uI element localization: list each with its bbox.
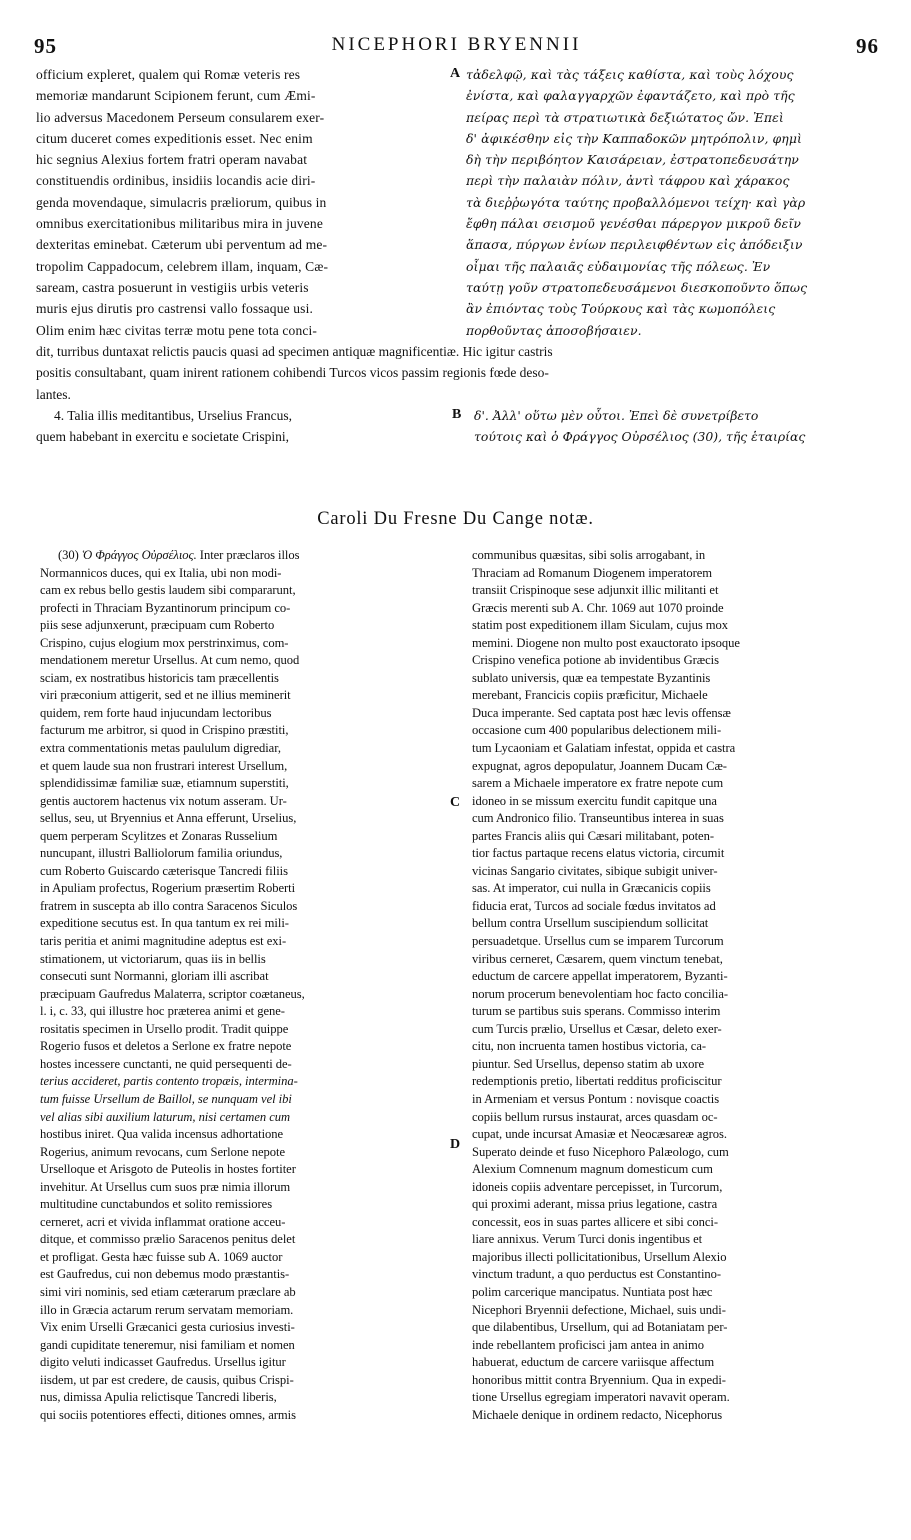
text-line: fiducia erat, Turcos ad sociale fœdus invitatos ad [472,898,716,913]
text-line: bellum contra Ursellum suscipiendum sollicitat [472,916,709,931]
text-line: τούτοις καὶ ὁ Φράγγος Οὐρσέλιος (30), τῆς ἑταιρίας [474,429,806,444]
text-line: δ'. Ἀλλ' οὕτω μὲν οὗτοι. Ἐπεὶ δὲ συνετρίβετο [474,408,759,423]
text-line: Crispino, cujus elogium mox perstrinximus, com- [40,635,289,650]
text-line: liare annixus. Verum Turci donis ingentibus et [472,1232,703,1247]
text-line: tum fuisse Ursellum de Baillol, se nunquam vel ibi [40,1091,292,1106]
text-line: Normannicos duces, qui ex Italia, ubi non modi- [40,565,282,580]
text-line: quem habebant in exercitu e societate Crispini, [36,429,290,444]
notes-left-column [40,547,446,1424]
text-line: gandi cupiditate teneremur, nisi familiam et nomen [40,1337,295,1352]
text-line: stimationem, ut victoriarum, quas iis in bellis [40,951,266,966]
text-line: hostes incessere cunctanti, ne quid persequenti de- [40,1056,292,1071]
text-line: honoribus mittit contra Bryennium. Qua in expedi- [472,1372,726,1387]
page-number-right: 96 [856,34,879,58]
text-line: πορθοῦντας ἀποσοβήσαιεν. [466,322,642,338]
latin-full-width-text [36,341,880,405]
section-4-greek [474,405,879,447]
text-line: ἐνίστα, καὶ φαλαγγαρχῶν ἐφαντάζετο, καὶ πρὸ τῆς [466,88,795,104]
text-line: saream, castra posuerunt in vestigiis urbis veteris [36,279,309,295]
text-line: gentis auctorem hactenus vix notum asseram. Ur- [40,793,287,808]
text-line: concessit, eos in suas partes allicere et sibi conci- [472,1214,718,1229]
text-line: redemptionis pretio, libertati redditus proficiscitur [472,1074,722,1089]
text-line: idoneis copiis adventare percepisset, in Turcorum, [472,1179,723,1194]
text-line: Urselloque et Arisgoto de Puteolis in hostes fortiter [40,1162,296,1177]
text-line: sciam, ex nostratibus historicis tam præcellentis [40,670,279,685]
notes-heading: Caroli Du Fresne Du Cange notæ. [317,509,594,529]
text-line: majoribus illecti pollicitationibus, Ursellum Alexio [472,1249,727,1264]
text-line: merebant, Francicis copiis præficitur, Michaele [472,688,708,703]
text-line: que dilabentibus, Ursellum, qui ad Botaniatam per- [472,1320,728,1335]
text-line: vel alias sibi auxilium laturum, nisi certamen cum [40,1109,291,1124]
text-line: mendationem meretur Ursellus. At cum nemo, quod [40,653,300,668]
text-line: expugnat, agros depopulatur, Joannem Ducam Cæ- [472,758,727,773]
text-line: Græcis merenti sub A. Chr. 1069 aut 1070 proinde [472,600,724,615]
text-line: tior factus partaque recens elatus victoria, circumit [472,846,725,861]
text-line: inde rebellantem proficisci jam antea in animo [472,1337,704,1352]
text-line: Duca imperante. Sed captata post hæc levis offensæ [472,705,731,720]
column-marker-a: A [450,66,461,81]
text-line: consecuti sunt Normanni, gloriam illi ascribat [40,969,269,984]
text-line: simi viri nominis, sed etiam cæterarum præclare ab [40,1284,296,1299]
text-line: omnibus exercitationibus militaribus mira in juvene [36,216,323,232]
text-line: transiit Crispinoque sese adjunxit illic militanti et [472,583,719,598]
text-line: illo in Græcia actarum rerum servatam memoriam. [40,1302,294,1317]
text-line: in Armeniam et versus Pontum : novisque coactis [472,1091,720,1106]
text-line: cum Turcis prælio, Ursellus et Cæsar, deleto exer- [472,1021,722,1036]
text-line: δὴ τὴν περιβόητον Καισάρειαν, ἐστρατοπεδευσάτην [466,152,799,168]
text-line: invehitur. At Ursellus cum suos præ nimia illorum [40,1179,291,1194]
text-line: sublato universis, quæ ea tempestate Byzantinis [472,670,711,685]
text-line: eductum de carcere appellat imperatorem, Byzanti- [472,969,728,984]
text-line: splendidissimæ familiæ suæ, etiamnum superstiti, [40,776,289,791]
section-4-latin [36,405,448,447]
text-line: Michaele denique in ordinem redacto, Nicephorus [472,1407,723,1422]
text-line: polim carcerique mancipatus. Nuntiata post hæc [472,1284,713,1299]
text-line: τἀδελφῷ, καὶ τὰς τάξεις καθίστα, καὶ τοὺς λόχους [466,67,794,82]
column-marker-b: B [452,407,462,422]
notes-right-column [472,547,878,1424]
text-line: cupat, unde incursat Amasiæ et Neocæsareæ agros. [472,1127,728,1142]
text-line: περὶ τὴν παλαιὰν πόλιν, ἀντὶ τάφρου καὶ χάρακος [466,173,790,189]
text-line: statim post expeditionem illam Siculam, cujus mox [472,618,729,633]
text-line: lio adversus Macedonem Perseum consularem exer- [36,109,325,125]
text-line: profecti in Thraciam Byzantinorum principum co- [40,600,291,615]
text-line: occasione cum 400 popularibus delectionem mili- [472,723,722,738]
text-line: Rogerio fusos et deletos a Serlone ex fratre nepote [40,1039,292,1054]
text-line: iisdem, ut par est credere, de causis, quibus Crispi- [40,1372,294,1387]
text-line: sas. At imperator, cui nulla in Græcanicis copiis [472,881,711,896]
text-line: 4. Talia illis meditantibus, Urselius Francus, [54,408,293,423]
text-line: cam ex rebus bello gestis laudem sibi compararunt, [40,583,296,598]
text-line: multitudine cunctabundos et solito remissiores [40,1197,273,1212]
text-line: vicinas Sangario civitates, sibique subigit univer- [472,863,718,878]
text-line: τὰ διεῤῥωγότα ταύτης προβαλλόμενοι τείχη· καὶ γὰρ [466,194,806,210]
text-line: ταύτῃ γοῦν στρατοπεδευσάμενοι διεσκοποῦντο ὅπως [466,279,808,295]
text-line: sellus, seu, ut Bryennius et Anna efferunt, Urselius, [40,811,297,826]
text-line: communibus quæsitas, sibi solis arrogabant, in [472,548,706,562]
text-line: et profligat. Gesta hæc fuisse sub A. 1069 auctor [40,1249,283,1264]
text-line: l. i, c. 33, qui illustre hoc præterea animi et gene- [40,1004,285,1019]
text-line: hic segnius Alexius fortem fratri operam navabat [36,152,308,168]
text-line: norum procerum benevolentiam hoc facto concilia- [472,986,729,1001]
text-line: cum Andronico filio. Transeuntibus interea in suas [472,811,724,826]
text-line: est Gaufredus, cui non debemus modo præstantis- [40,1267,290,1282]
text-line: sarem a Michaele imperatore ex fratre nepote cum [472,776,724,791]
text-line: piis sese adjunxerunt, præcipuam cum Roberto [40,618,275,633]
text-line: lantes. [36,386,71,402]
text-line: memoriæ mandarunt Scipionem ferunt, cum Æmi- [36,88,316,104]
text-line: nus, dimissa Apulia relictisque Tancredi liberis, [40,1390,277,1405]
text-line: constituendis ordinibus, insidiis locandis acie diri- [36,173,316,189]
text-line: idoneo in se missum exercitu fundit capitque una [472,793,717,808]
text-line: copiis bellum rursus instaurat, arces quasdam oc- [472,1109,718,1124]
text-line: in Apuliam profectus, Rogerium præsertim Roberti [40,881,296,896]
text-line: persuadetque. Ursellus cum se imparem Turcorum [472,934,724,949]
text-line: cerneret, acri et vivida inflammat oratione acceu- [40,1214,286,1229]
text-line: ἂν ἐπιόντας τοὺς Τούρκους καὶ τὰς κωμοπόλεις [466,301,776,317]
note-first-line [40,547,446,565]
text-line: habuerat, eductum de carcere variisque affectum [472,1355,715,1370]
text-line: tropolim Cappadocum, celebrem illam, inquam, Cæ- [36,258,329,274]
text-line: taris peritia et animi magnitudine adeptus est exi- [40,934,287,949]
text-line: memini. Diogene non multo post exauctorato ipsoque [472,635,740,650]
text-line: hostibus iniret. Qua valida incensus adhortatione [40,1127,284,1142]
text-line: turum se partibus suis sperans. Commisso interim [472,1004,721,1019]
text-line: Olim enim hæc civitas terræ motu pene tota conci- [36,322,318,338]
text-line: et quem laude sua non frustrari interest Ursellum, [40,758,288,773]
note-lemma: Ὁ Φράγγος Οὐρσέλιος. [81,548,197,562]
text-line: terius accideret, partis contento tropæis, intermina- [40,1074,298,1089]
text-line: vinctum tradunt, a quo perductus est Constantino- [472,1267,722,1282]
text-line: quem perperam Scylitzes et Zonaras Russelium [40,828,278,843]
text-line: digito veluti indicasset Gaufredus. Ursellus igitur [40,1355,286,1370]
text-line: ἔφθη πάλαι σεισμοῦ γενέσθαι πάρεργον μικροῦ δεῖν [466,216,802,232]
text-line: genda movendaque, simulacris præliorum, quibus in [36,194,327,210]
text-line: πείρας περὶ τὰ στρατιωτικὰ δεξιώτατος ὤν. Ἐπεὶ [466,109,784,125]
text-line: qui proximi aderant, missa prius legatione, castra [472,1197,718,1212]
text-line: οἶμαι τῆς παλαιᾶς εὐδαιμονίας τῆς πόλεως. Ἐν [466,258,771,274]
note-text: Inter præclaros illos [196,548,300,562]
text-line: dexteritas eminebat. Cæterum ubi perventum ad me- [36,237,328,253]
text-line: Nicephori Bryennii defectione, Michael, suis undi- [472,1302,726,1317]
text-line: rositatis specimen in Ursello prodit. Tradit quippe [40,1021,289,1036]
text-line: citum duceret comes expeditionis esset. Nec enim [36,130,313,146]
greek-text-column [466,64,878,341]
text-line: viribus cerneret, Cæsarem, quem vinctum tenebat, [472,951,723,966]
text-line: dit, turribus duntaxat relictis paucis quasi ad specimen antiquæ magnificentiæ. Hic igitur castris [36,344,553,359]
text-line: positis consultabant, quam inirent rationem cohibendi Turcos vicos passim regionis fœde deso- [36,365,549,381]
text-line: piuntur. Sed Ursellus, depenso statim ab uxore [472,1056,705,1071]
text-line: nuncupant, illustri Balliolorum familia oriundus, [40,846,283,861]
text-line: ditque, et commisso prælio Saracenos penitus delet [40,1232,296,1247]
text-line: extra commentationis metas paululum digrediar, [40,741,281,756]
text-line: quidem, rem forte haud injucundam lectoribus [40,705,272,720]
text-line: cum Roberto Guiscardo cæterisque Tancredi filiis [40,863,288,878]
text-line: Thraciam ad Romanum Diogenem imperatorem [472,565,712,580]
text-line: officium expleret, qualem qui Romæ veteris res [36,67,301,82]
text-line: citu, non incruenta tamen hostibus victoria, ca- [472,1039,707,1054]
text-line: expeditione secutus est. In qua tantum ex rei mili- [40,916,289,931]
text-line: Superato deinde et fuso Nicephoro Palæologo, cum [472,1144,729,1159]
text-line: qui sociis potentiores effecti, ditiones omnes, armis [40,1407,296,1422]
text-line: Vix enim Urselli Græcanici gesta curiosius investi- [40,1320,295,1335]
text-line: ἅπασα, πύργων ἐνίων περιλειφθέντων εἰς ἀπόδειξιν [466,237,803,253]
text-line: tione Ursellus egregiam imperatori navavit operam. [472,1390,730,1405]
text-line: partes Francis aliis qui Cæsari militabant, poten- [472,828,714,843]
text-line: Rogerius, animum revocans, cum Serlone nepote [40,1144,286,1159]
text-line: δ' ἀφικέσθην εἰς τὴν Καππαδοκῶν μητρόπολιν, φημὶ [466,130,802,146]
text-line: Crispino venefica potione ab invidentibus Græcis [472,653,719,668]
running-title: NICEPHORI BRYENNII [331,34,582,55]
page-number-left: 95 [34,34,57,58]
note-number: (30) [58,548,82,562]
text-line: præcipuam Gaufredus Malaterra, scriptor coætaneus, [40,986,305,1001]
running-header [34,34,879,58]
text-line: viri præconium attigerit, sed et ne illius meminerit [40,688,291,703]
text-line: Alexium Comnenum magnum domesticum cum [472,1162,713,1177]
text-line: tum Lycaoniam et Galatiam infestat, oppida et castra [472,741,736,756]
column-marker-d: D [450,1137,461,1152]
text-line: fratrem in suscepta ab illo contra Saracenos Siculos [40,898,298,913]
text-line: facturum me arbitror, si quod in Crispino præstiti, [40,723,289,738]
text-line: muris ejus dirutis pro castrensi vallo fossaque usi. [36,301,314,317]
latin-text-column [36,64,448,341]
column-marker-c: C [450,795,461,810]
